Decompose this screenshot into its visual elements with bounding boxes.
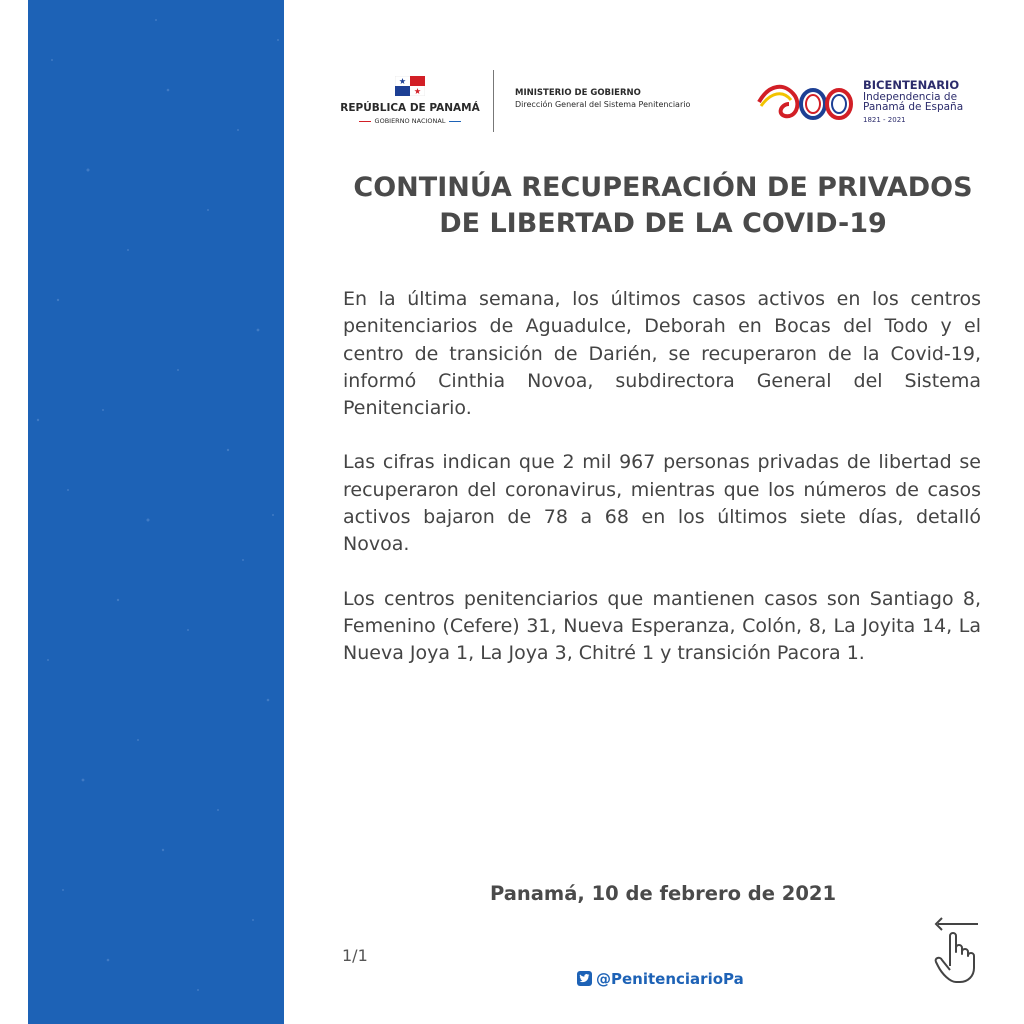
paragraph-2: Las cifras indican que 2 mil 967 personas privadas de libertad se recuperaron del coronavirus, mientras que los números de casos activos bajaron de 78 a 68 en los últimos siete días, detalló Novoa. bbox=[343, 451, 981, 556]
ministry-title: MINISTERIO DE GOBIERNO bbox=[515, 88, 641, 98]
panama-flag-icon bbox=[395, 76, 425, 96]
title-line-1: CONTINÚA RECUPERACIÓN DE PRIVADOS bbox=[353, 172, 973, 203]
bicentenario-text bbox=[863, 80, 963, 124]
bicentenario-line2: Panamá de España bbox=[863, 101, 964, 113]
header bbox=[340, 70, 990, 140]
header-divider bbox=[493, 70, 494, 132]
article-date: Panamá, 10 de febrero de 2021 bbox=[489, 882, 837, 905]
swipe-hand-icon bbox=[928, 914, 984, 984]
bicentenario-title: BICENTENARIO bbox=[863, 78, 960, 92]
republic-name: REPÚBLICA DE PANAMÁ bbox=[340, 102, 480, 114]
bicentenario-line1: Independencia de bbox=[863, 90, 958, 103]
title-line-2: DE LIBERTAD DE LA COVID-19 bbox=[439, 208, 887, 239]
republic-sub: GOBIERNO NACIONAL bbox=[340, 117, 480, 125]
speckle-texture bbox=[28, 0, 284, 1024]
decorative-blue-panel bbox=[28, 0, 284, 1024]
page-number: 1/1 bbox=[342, 946, 368, 965]
republica-panama-logo bbox=[340, 76, 480, 125]
page-title bbox=[330, 170, 996, 242]
twitter-handle: @PenitenciarioPa bbox=[596, 970, 744, 988]
ministry-subtitle: Dirección General del Sistema Penitenciario bbox=[515, 100, 691, 109]
twitter-link[interactable] bbox=[577, 970, 744, 988]
ministry-block bbox=[515, 88, 690, 109]
article-body bbox=[343, 286, 981, 695]
paragraph-3: Los centros penitenciarios que mantienen casos son Santiago 8, Femenino (Cefere) 31, Nueva Esperanza, Colón, 8, La Joyita 14, La Nueva Joya 1, La Joya 3, Chitré 1 y transición Pacora 1. bbox=[343, 587, 981, 665]
paragraph-1: En la última semana, los últimos casos activos en los centros penitenciarios de Aguadulce, Deborah en Bocas del Todo y el centro de transición de Darién, se recuperaron de la Covid-19, informó Cinthia Novoa, subdirectora General del Sistema Penitenciario. bbox=[343, 288, 981, 420]
bicentenario-years: 1821 - 2021 bbox=[863, 115, 906, 124]
twitter-icon bbox=[577, 971, 592, 986]
bicentenario-logo-icon bbox=[755, 76, 865, 126]
